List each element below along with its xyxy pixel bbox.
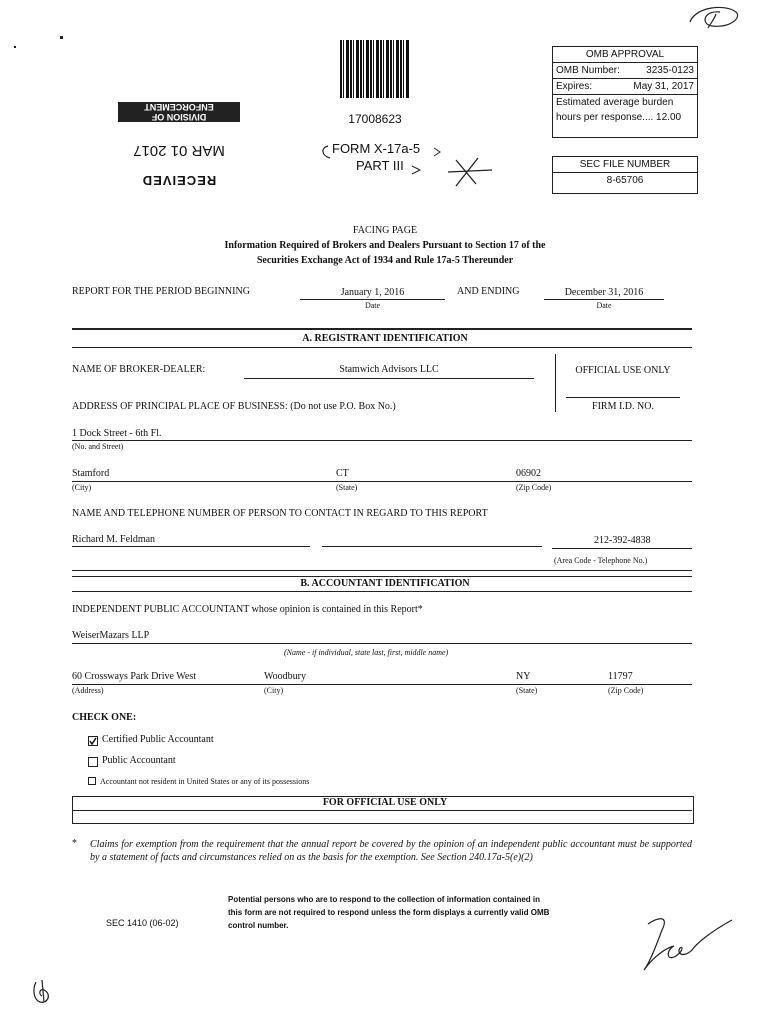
section-b-bottom-rule <box>72 591 692 592</box>
accountant-state: NY <box>516 671 531 682</box>
accountant-label: INDEPENDENT PUBLIC ACCOUNTANT whose opinion is contained in this Report* <box>72 604 423 615</box>
certified-accountant-label: Certified Public Accountant <box>102 734 214 745</box>
received-stamp-line2: MAR 01 2017 <box>133 142 225 159</box>
sec-file-box <box>552 156 698 194</box>
section-a-bottom-rule <box>72 347 692 348</box>
form-stamp-part: PART III <box>356 158 404 173</box>
section-b-top-rule-2 <box>72 576 692 577</box>
omb-expires: May 31, 2017 <box>633 81 694 92</box>
accountant-address-line <box>72 684 692 685</box>
accountant-zip: 11797 <box>608 671 633 682</box>
city: Stamford <box>72 468 110 479</box>
check-one-title: CHECK ONE: <box>72 712 137 723</box>
city-caption: (City) <box>72 483 92 492</box>
section-b-title: B. ACCOUNTANT IDENTIFICATION <box>300 578 470 589</box>
accountant-address-caption: (Address) <box>72 686 104 695</box>
scan-mark <box>14 46 16 48</box>
handwritten-x-mark <box>316 140 506 190</box>
period-begin-line <box>300 299 445 300</box>
period-end-caption: Date <box>596 301 612 310</box>
received-stamp-line1: RECEIVED <box>141 173 217 188</box>
broker-name-line <box>244 378 534 379</box>
omb-burden-line1: Estimated average burden <box>556 97 674 108</box>
public-accountant-checkbox[interactable] <box>88 757 98 767</box>
received-stamp-line3: DIVISION OF ENFORCEMENT <box>118 102 240 122</box>
barcode-number: 17008623 <box>348 112 402 126</box>
barcode <box>340 40 410 98</box>
street-caption: (No. and Street) <box>72 442 124 451</box>
city-line <box>72 481 692 482</box>
sec-file-title: SEC FILE NUMBER <box>553 157 697 173</box>
section-a-top-rule <box>72 328 692 330</box>
accountant-name: WeiserMazars LLP <box>72 630 150 641</box>
period-begin-caption: Date <box>364 301 381 310</box>
facing-page-title: FACING PAGE <box>352 225 418 236</box>
footnote-text: Claims for exemption from the requirement that the annual report be covered by the opinion of an independent public accountant must be supported by a statement of facts and circumstances relied on as the basis for the exemption. See Section 240.17a-5(e)(2) <box>90 839 692 863</box>
address-label: ADDRESS OF PRINCIPAL PLACE OF BUSINESS: (Do not use P.O. Box No.) <box>72 401 396 412</box>
omb-expires-label: Expires: <box>556 81 593 92</box>
street-line <box>72 440 692 441</box>
official-use-label: OFFICIAL USE ONLY <box>575 365 671 376</box>
omb-number-label: OMB Number: <box>556 65 620 76</box>
firm-id-label: FIRM I.D. NO. <box>592 401 654 412</box>
accountant-city: Woodbury <box>264 671 306 682</box>
accountant-name-caption: (Name - if individual, state last, first, middle name) <box>284 648 449 657</box>
public-accountant-label: Public Accountant <box>102 755 176 766</box>
period-end-line <box>544 299 664 300</box>
accountant-city-caption: (City) <box>264 686 284 695</box>
broker-name: Stamwich Advisors LLC <box>339 364 439 375</box>
period-end: December 31, 2016 <box>564 287 644 298</box>
form-code: SEC 1410 (06-02) <box>106 918 179 928</box>
contact-mid-line <box>322 546 542 547</box>
form-stamp-form: FORM X-17a-5 <box>332 141 421 156</box>
certified-accountant-checkbox[interactable] <box>88 736 98 746</box>
state: CT <box>336 468 349 479</box>
street: 1 Dock Street - 6th Fl. <box>72 428 162 439</box>
section-a-title: A. REGISTRANT IDENTIFICATION <box>302 333 468 344</box>
period-begin: January 1, 2016 <box>340 287 405 298</box>
official-use-only-divider <box>72 810 692 811</box>
accountant-name-line <box>72 643 692 644</box>
contact-label: NAME AND TELEPHONE NUMBER OF PERSON TO CONTACT IN REGARD TO THIS REPORT <box>72 508 488 519</box>
footnote-star: * <box>72 838 77 849</box>
section-b-top-rule <box>72 570 692 571</box>
nonresident-accountant-label: Accountant not resident in United States or any of its possessions <box>100 777 310 786</box>
contact-name: Richard M. Feldman <box>72 534 156 545</box>
header-line1: Information Required of Brokers and Dealers Pursuant to Section 17 of the <box>224 240 546 251</box>
accountant-address: 60 Crossways Park Drive West <box>72 671 196 682</box>
zip: 06902 <box>516 468 541 479</box>
official-use-line <box>566 397 680 398</box>
broker-name-label: NAME OF BROKER-DEALER: <box>72 364 206 375</box>
sec-file-number: 8-65706 <box>606 175 644 186</box>
header-line2: Securities Exchange Act of 1934 and Rule 17a-5 Thereunder <box>256 255 514 266</box>
state-caption: (State) <box>336 483 358 492</box>
accountant-zip-caption: (Zip Code) <box>608 686 644 695</box>
handwritten-initials-signature <box>640 910 740 980</box>
nonresident-accountant-checkbox[interactable] <box>88 777 96 785</box>
handwritten-mark-bottom <box>30 978 54 1006</box>
omb-burden-line2: hours per response.... 12.00 <box>556 112 682 123</box>
scan-mark <box>60 36 63 39</box>
phone-caption: (Area Code - Telephone No.) <box>554 556 648 565</box>
zip-caption: (Zip Code) <box>516 483 552 492</box>
omb-number-row <box>553 63 697 79</box>
and-ending-label: AND ENDING <box>457 286 520 297</box>
official-use-only-title: FOR OFFICIAL USE ONLY <box>322 797 448 808</box>
contact-phone: 212-392-4838 <box>594 535 651 546</box>
omb-expires-row <box>553 79 697 95</box>
checkmark-icon <box>89 737 97 745</box>
period-label: REPORT FOR THE PERIOD BEGINNING <box>72 286 250 297</box>
accountant-state-caption: (State) <box>516 686 538 695</box>
omb-title: OMB APPROVAL <box>553 47 697 63</box>
omb-approval-box <box>552 46 698 138</box>
received-stamp <box>118 104 240 190</box>
initials-scribble-top <box>686 2 746 32</box>
omb-number: 3235-0123 <box>646 65 694 76</box>
contact-name-line <box>72 546 310 547</box>
contact-phone-line <box>552 548 692 549</box>
omb-notice: Potential persons who are to respond to the collection of information contained in this form are not required to respond unless the form displays a currently valid OMB control number. <box>228 895 550 930</box>
